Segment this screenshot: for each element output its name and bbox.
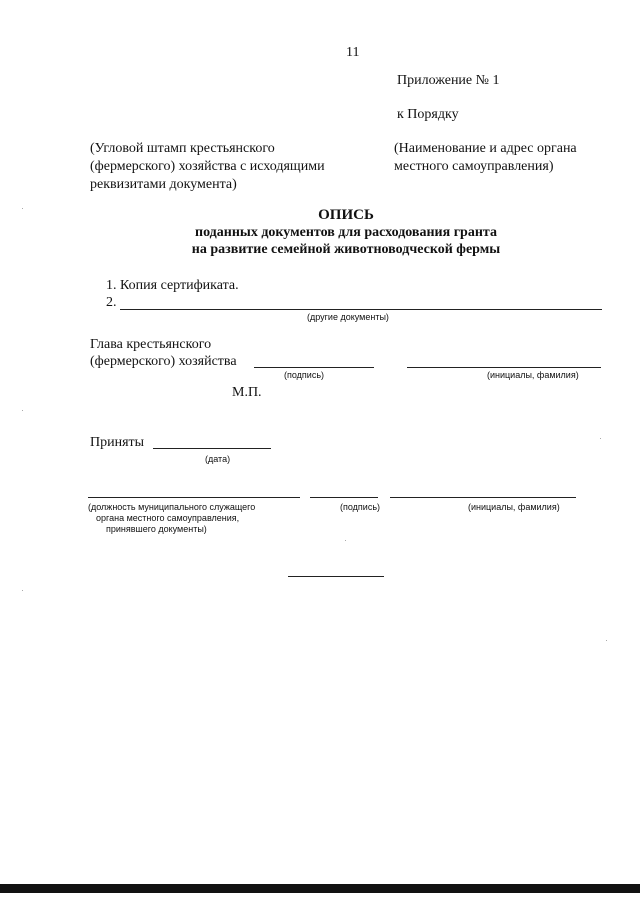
scan-speck	[345, 540, 346, 541]
scan-speck	[600, 438, 601, 439]
caption-line: (должность муниципального служащего	[88, 502, 256, 512]
list-item-2-number: 2.	[106, 295, 117, 310]
stamp-note-line: (фермерского) хозяйства с исходящими	[90, 159, 325, 174]
head-signature-caption: (подпись)	[284, 370, 325, 380]
stamp-note-line: (Угловой штамп крестьянского	[90, 141, 275, 156]
official-position-line	[88, 497, 300, 498]
head-signature-line	[254, 367, 374, 368]
other-documents-caption: (другие документы)	[307, 312, 389, 322]
official-position-caption	[88, 502, 288, 535]
scan-speck	[22, 208, 23, 209]
appendix-reference: к Порядку	[397, 107, 459, 122]
stamp-note	[90, 140, 325, 194]
head-name-line	[407, 367, 601, 368]
list-item-1: 1. Копия сертификата.	[106, 278, 239, 293]
document-title	[90, 206, 602, 258]
authority-note-line: местного самоуправления)	[394, 159, 554, 174]
page-number: 11	[346, 45, 360, 60]
official-signature-caption: (подпись)	[340, 502, 381, 512]
official-signature-line	[310, 497, 378, 498]
accepted-label: Приняты	[90, 435, 145, 450]
authority-note	[394, 140, 577, 176]
stamp-note-line: реквизитами документа)	[90, 177, 237, 192]
appendix-title: Приложение № 1	[397, 73, 500, 88]
caption-line: органа местного самоуправления,	[96, 513, 240, 523]
official-name-caption: (инициалы, фамилия)	[468, 502, 560, 512]
scan-border-bottom	[0, 884, 640, 893]
head-label-line2: (фермерского) хозяйства	[90, 354, 237, 369]
accepted-date-line	[153, 448, 271, 449]
seal-label: М.П.	[232, 385, 262, 400]
head-label-line1: Глава крестьянского	[90, 337, 212, 352]
end-separator	[288, 576, 384, 577]
other-documents-line	[120, 309, 602, 310]
authority-note-line: (Наименование и адрес органа	[394, 141, 577, 156]
scan-speck	[606, 640, 607, 641]
caption-line: принявшего документы)	[106, 524, 207, 534]
scan-speck	[22, 590, 23, 591]
head-name-caption: (инициалы, фамилия)	[487, 370, 579, 380]
accepted-date-caption: (дата)	[205, 454, 231, 464]
title-sub: поданных документов для расходования гранта	[195, 225, 497, 240]
scan-speck	[22, 410, 23, 411]
title-sub: на развитие семейной животноводческой фермы	[191, 242, 501, 257]
official-name-line	[390, 497, 576, 498]
title-main: ОПИСЬ	[318, 207, 374, 223]
